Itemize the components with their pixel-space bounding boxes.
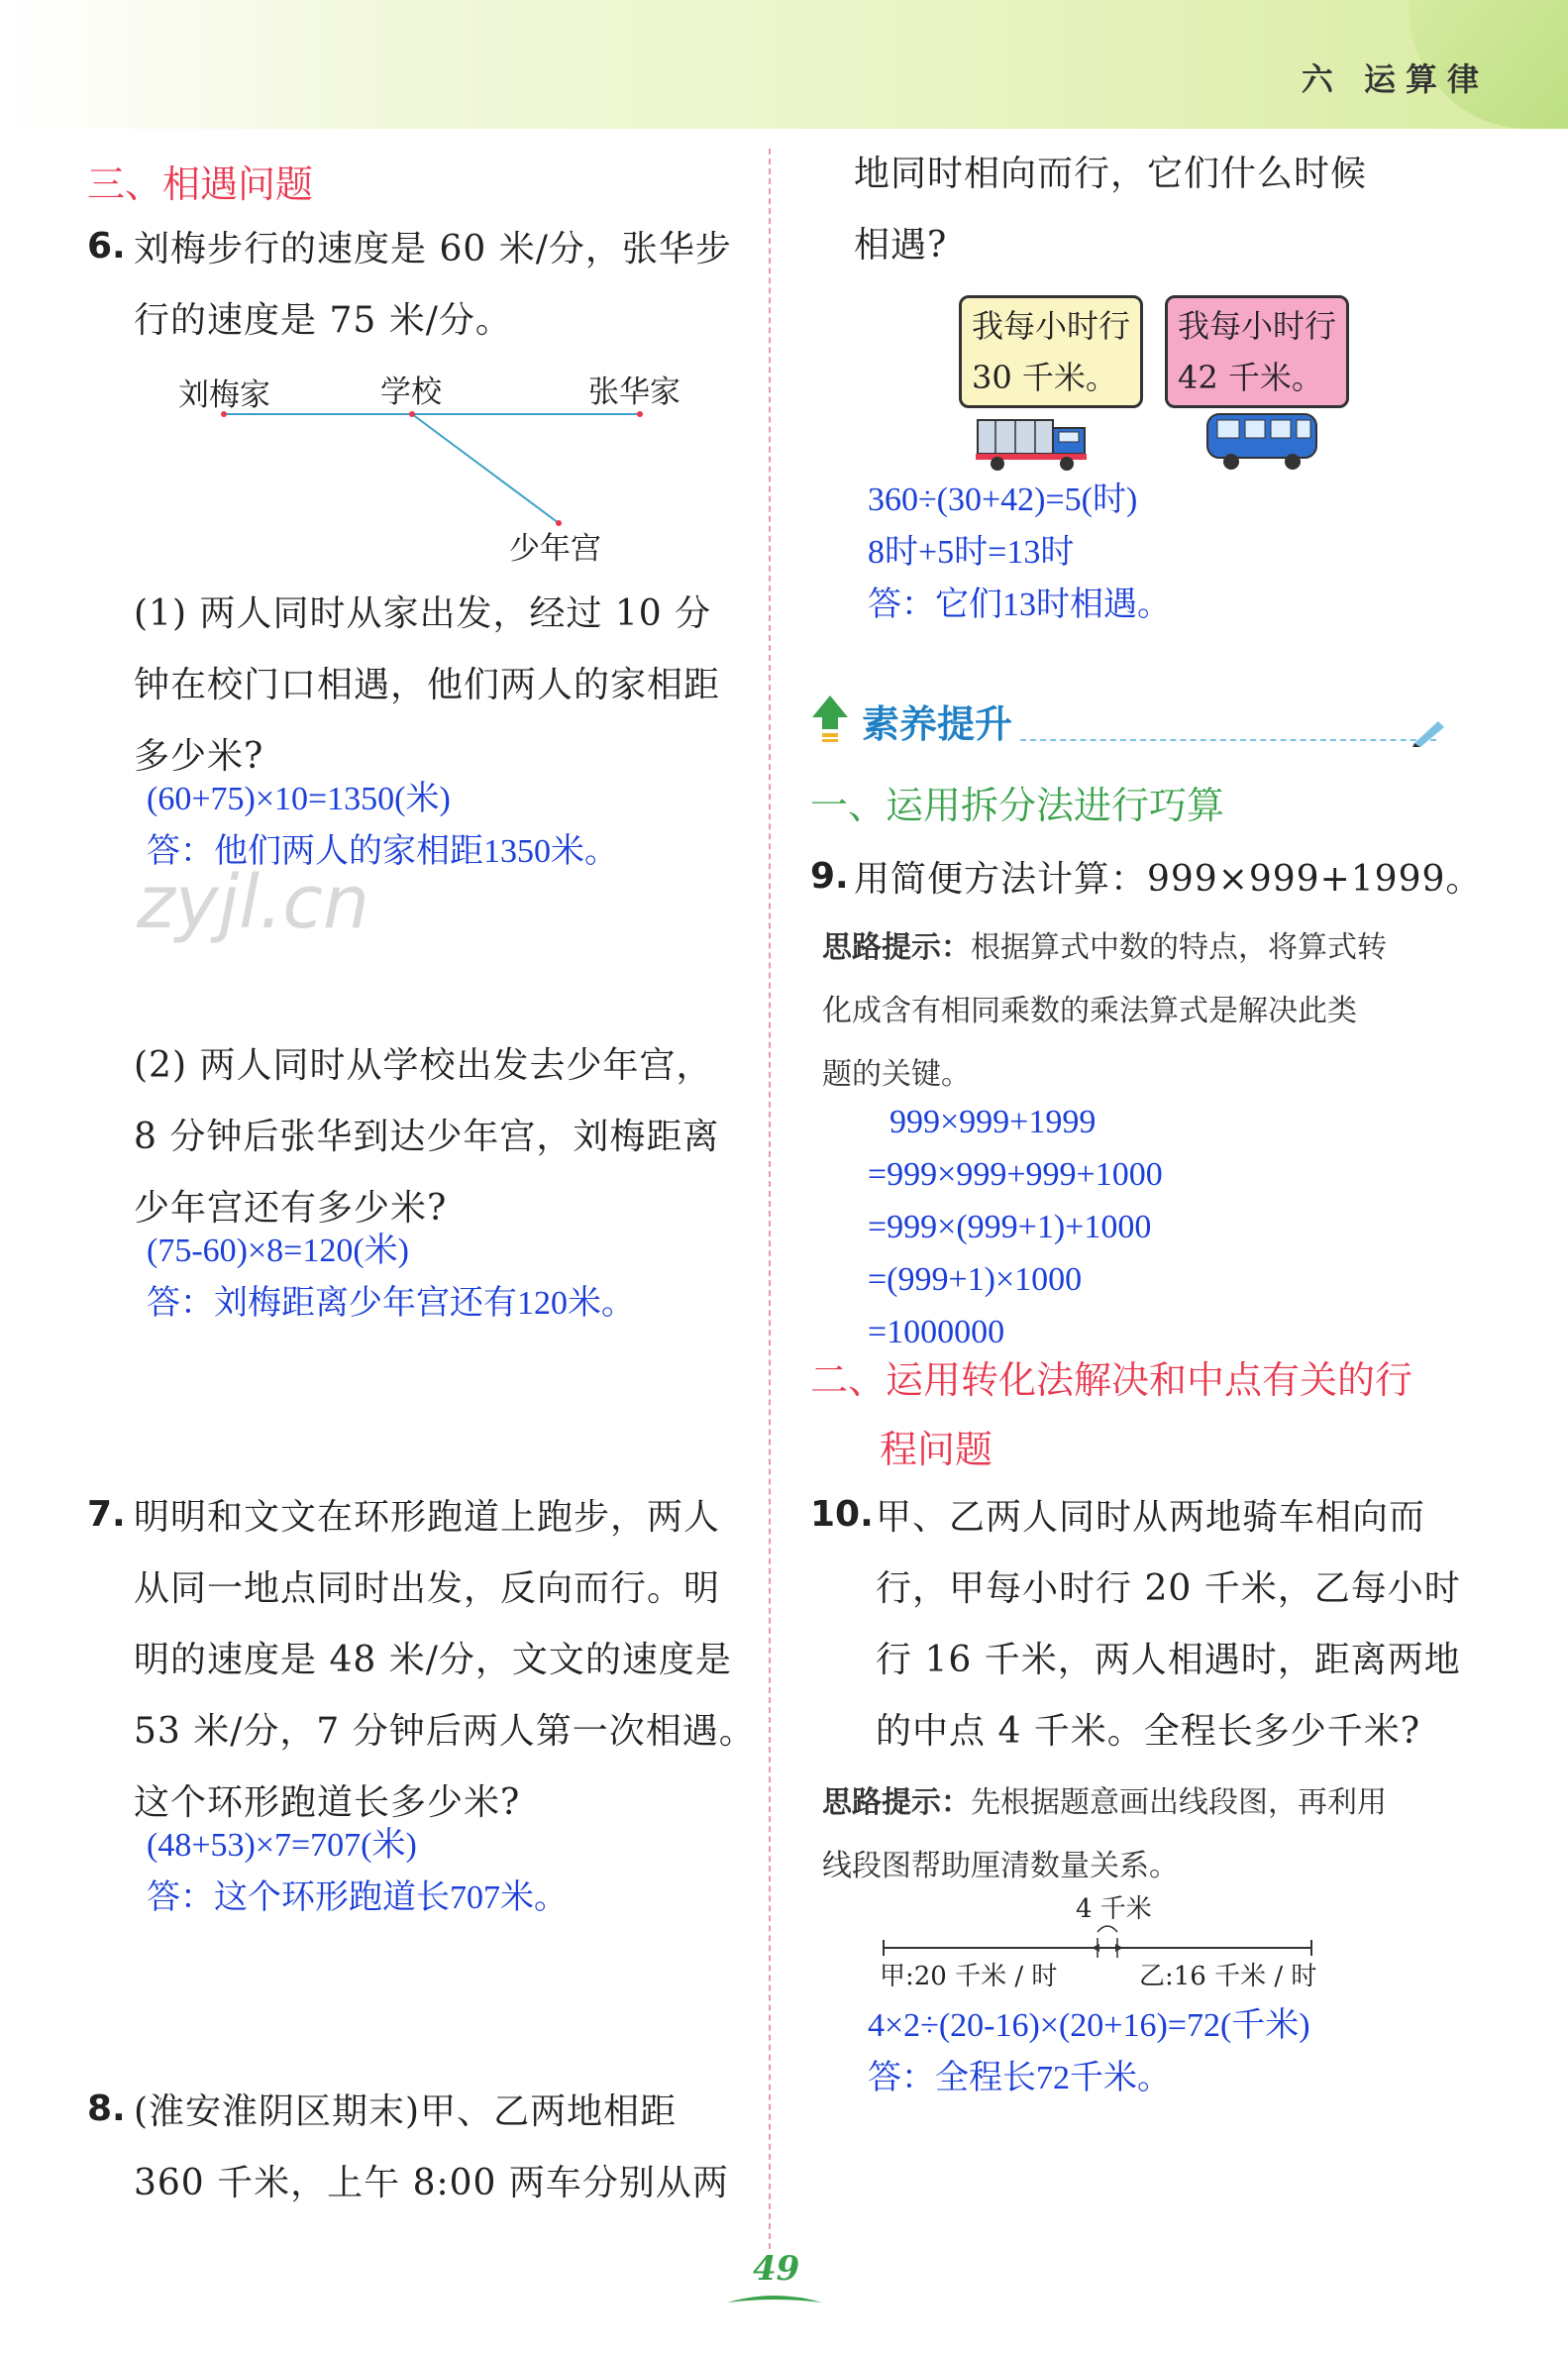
speech-bubble-bus [1165, 295, 1349, 408]
q6-part2-answer-equation: (75-60)×8=120(米) [147, 1232, 409, 1269]
section-title-transform-line2: 程问题 [880, 1428, 993, 1471]
q7-line1: 明明和文文在环形跑道上跑步，两人 [134, 1497, 721, 1538]
bubble-bus-line2: 42 千米。 [1178, 359, 1323, 396]
q6-part1-line1: (1) 两人同时从家出发，经过 10 分 [134, 593, 712, 634]
q8-cont-line1: 地同时相向而行，它们什么时候 [854, 154, 1368, 194]
q10-hint-label: 思路提示： [822, 1785, 971, 1820]
question-9-number: 9. [810, 856, 849, 897]
q6-part1-answer-equation: (60+75)×10=1350(米) [147, 781, 451, 817]
q9-step3: =999×(999+1)+1000 [868, 1209, 1152, 1245]
speech-bubble-truck [959, 295, 1143, 408]
q7-line5: 这个环形跑道长多少米? [134, 1782, 521, 1823]
q9-step5: =1000000 [868, 1314, 1005, 1350]
bubble-truck-line2: 30 千米。 [972, 359, 1117, 396]
q6-part2-line3: 少年宫还有多少米? [134, 1188, 448, 1229]
q10-line4: 的中点 4 千米。全程长多少千米? [876, 1711, 1421, 1752]
q7-line3: 明的速度是 48 米/分，文文的速度是 [134, 1640, 732, 1680]
q10-hint-text1: 先根据题意画出线段图，再利用 [971, 1785, 1387, 1820]
q9-hint-line1 [822, 916, 1387, 980]
page-number: 49 [753, 2249, 800, 2289]
q10-line1: 甲、乙两人同时从两地骑车相向而 [876, 1497, 1426, 1538]
q7-line2: 从同一地点同时出发，反向而行。明 [134, 1568, 721, 1609]
q8-line2: 360 千米，上午 8:00 两车分别从两 [134, 2163, 729, 2203]
section-title-suyang: 素养提升 [862, 702, 1013, 746]
q8-line1: (淮安淮阴区期末)甲、乙两地相距 [134, 2091, 678, 2132]
section-title-split-method: 一、运用拆分法进行巧算 [810, 784, 1225, 827]
q6-part2-line2: 8 分钟后张华到达少年宫，刘梅距离 [134, 1117, 720, 1157]
q8-answer-step1: 360÷(30+42)=5(时) [868, 482, 1138, 518]
q9-hint-text1: 根据算式中数的特点，将算式转 [971, 930, 1387, 965]
bubble-bus-line1: 我每小时行 [1178, 307, 1337, 345]
q9-text: 用简便方法计算：999×999+1999。 [854, 859, 1483, 900]
q9-step4: =(999+1)×1000 [868, 1261, 1083, 1298]
q9-hint-line2: 化成含有相同乘数的乘法算式是解决此类 [822, 994, 1357, 1028]
q8-answer-step2: 8时+5时=13时 [868, 534, 1075, 571]
page-number-leaf-decoration [725, 2289, 824, 2308]
pencil-icon [1412, 717, 1448, 747]
q9-hint-line3: 题的关键。 [822, 1057, 971, 1092]
question-7-number: 7. [87, 1494, 126, 1535]
q9-step1: 999×999+1999 [889, 1104, 1097, 1140]
q10-hint-line2: 线段图帮助厘清数量关系。 [822, 1849, 1179, 1883]
q9-hint-label: 思路提示： [822, 930, 971, 965]
q6-line1: 刘梅步行的速度是 60 米/分，张华步 [134, 229, 732, 269]
q6-part2-answer-text: 答：刘梅距离少年宫还有120米。 [147, 1285, 635, 1322]
map-label-school: 学校 [380, 375, 442, 410]
chapter-title: 六 运算律 [1301, 60, 1489, 98]
q6-part1-line3: 多少米? [134, 736, 264, 777]
column-divider [769, 149, 771, 2249]
q6-part1-line2: 钟在校门口相遇，他们两人的家相距 [134, 665, 721, 705]
q7-line4: 53 米/分，7 分钟后两人第一次相遇。 [134, 1711, 756, 1752]
section-title-meeting: 三、相遇问题 [87, 162, 314, 206]
q7-answer-text: 答：这个环形跑道长707米。 [147, 1879, 568, 1916]
section-title-transform-line1: 二、运用转化法解决和中点有关的行 [810, 1358, 1413, 1402]
q6-line2: 行的速度是 75 米/分。 [134, 300, 512, 341]
question-8-number: 8. [87, 2089, 126, 2129]
question-6-number: 6. [87, 226, 126, 267]
watermark: zyjl.cn [137, 860, 369, 945]
q10-hint-line1 [822, 1771, 1387, 1835]
map-label-zhang-home: 张华家 [588, 375, 680, 410]
segment-gap-label: 4 千米 [1076, 1894, 1152, 1924]
question-10-number: 10. [810, 1494, 874, 1535]
map-label-liu-home: 刘梅家 [178, 377, 270, 413]
q10-line2: 行，甲每小时行 20 千米，乙每小时 [876, 1568, 1461, 1609]
map-label-palace: 少年宫 [509, 531, 601, 567]
q8-answer-text: 答：它们13时相遇。 [868, 587, 1171, 623]
bubble-truck-line1: 我每小时行 [972, 307, 1131, 345]
bus-icon [1203, 408, 1322, 474]
segment-label-yi: 乙:16 千米 / 时 [1139, 1962, 1317, 1991]
truck-icon [976, 414, 1095, 474]
q7-answer-equation: (48+53)×7=707(米) [147, 1827, 417, 1864]
q6-part1-answer-text: 答：他们两人的家相距1350米。 [147, 833, 618, 870]
q10-answer-equation: 4×2÷(20-16)×(20+16)=72(千米) [868, 2007, 1310, 2044]
suyang-dashed-line [1020, 739, 1436, 741]
arrow-up-icon [810, 694, 850, 743]
q6-part2-line1: (2) 两人同时从学校出发去少年宫， [134, 1045, 713, 1086]
q10-line3: 行 16 千米，两人相遇时，距离两地 [876, 1640, 1461, 1680]
q10-answer-text: 答：全程长72千米。 [868, 2060, 1171, 2096]
segment-label-jia: 甲:20 千米 / 时 [880, 1962, 1058, 1991]
q8-cont-line2: 相遇? [854, 225, 948, 266]
q9-step2: =999×999+999+1000 [868, 1156, 1163, 1193]
